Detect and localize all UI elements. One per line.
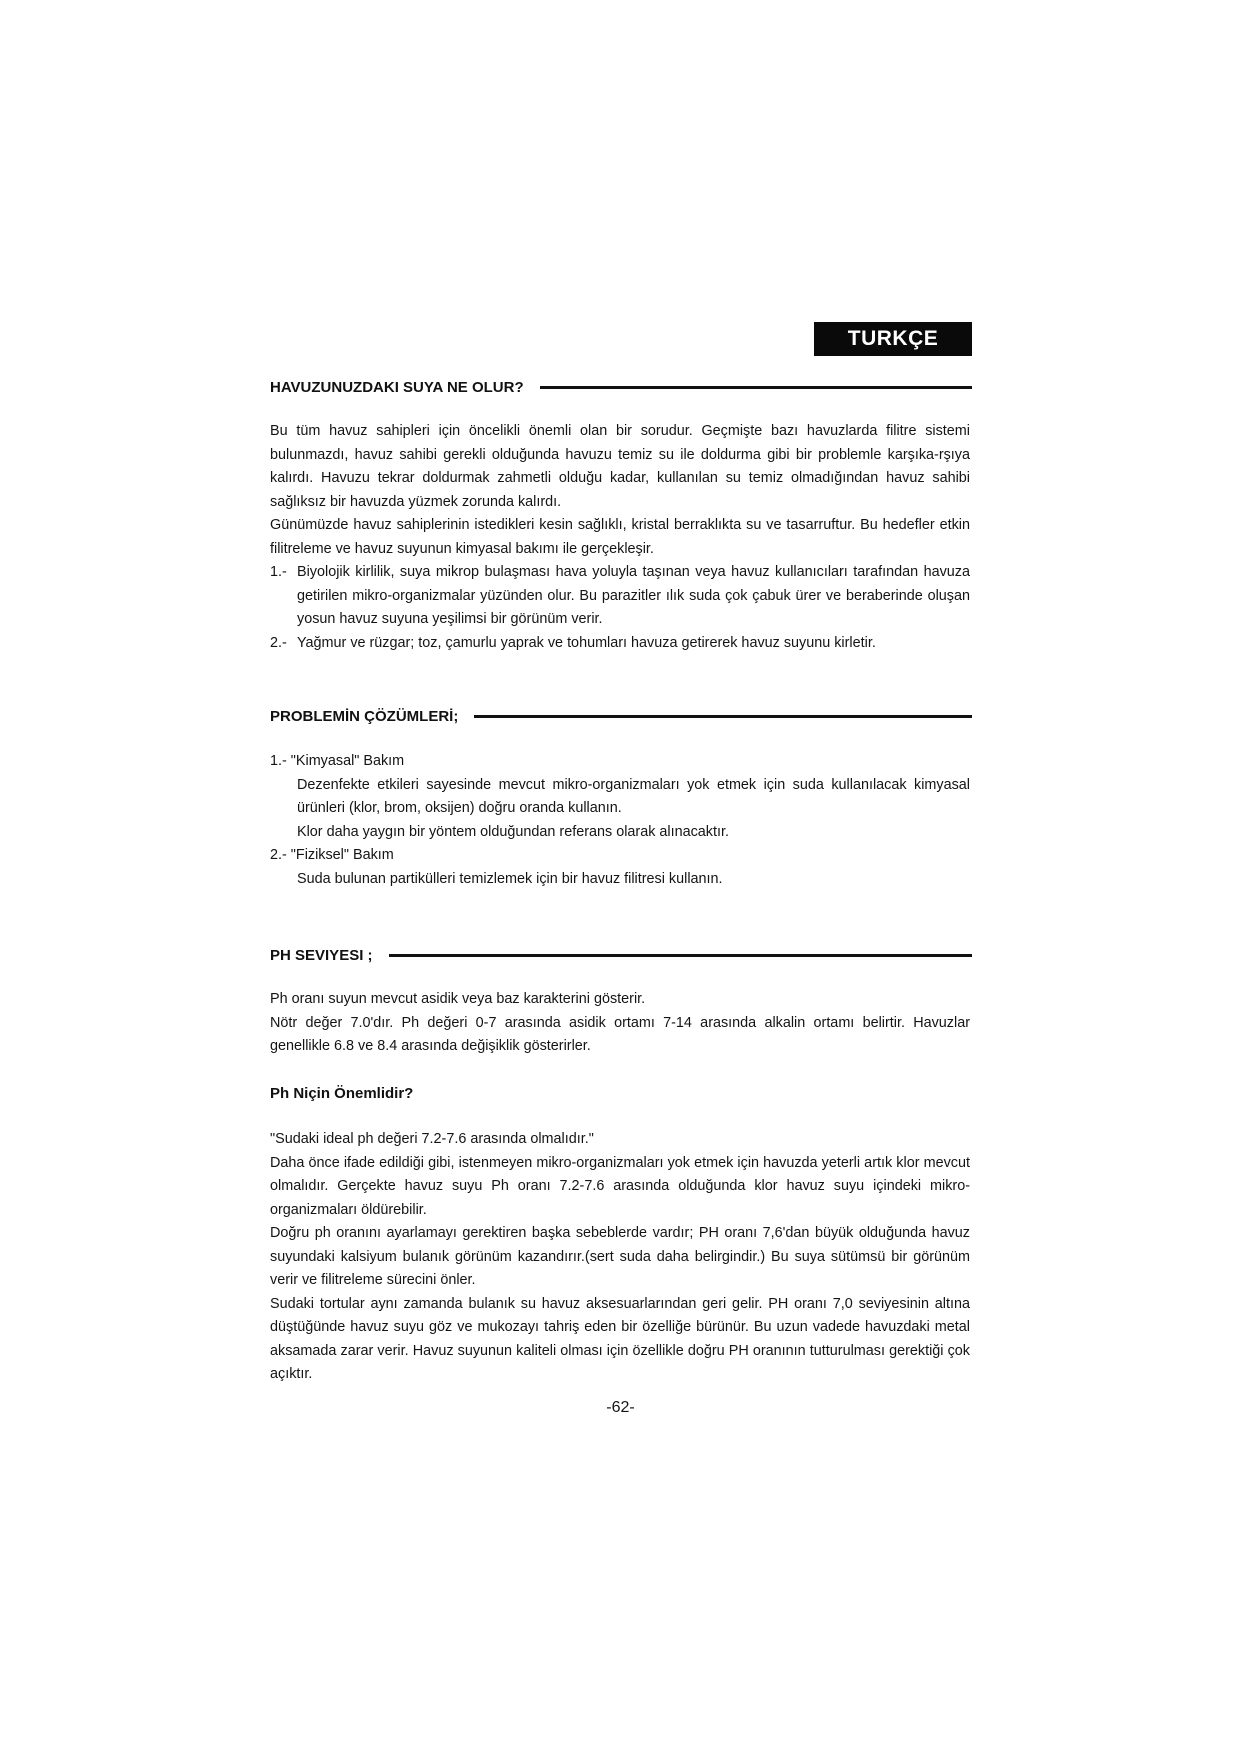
list-title: 1.- "Kimyasal" Bakım [270, 753, 405, 769]
paragraph: Klor daha yaygın bir yöntem olduğundan referans olarak alınacaktır. [297, 823, 729, 840]
section-body-solutions [270, 750, 970, 891]
section-heading-solutions [270, 704, 972, 728]
section-heading-text: PROBLEMİN ÇÖZÜMLERİ; [270, 707, 459, 725]
list-item [270, 632, 970, 656]
paragraph: Nötr değer 7.0'dır. Ph değeri 0-7 arasında asidik ortamı 7-14 arasında alkalin ortamı belirtir. Havuzlar genellikle 6.8 ve 8.4 arasında değişiklik gösterirler. [270, 1014, 970, 1054]
section-heading-text: HAVUZUNUZDAKI SUYA NE OLUR? [270, 378, 524, 396]
list-item [270, 561, 970, 632]
section-heading-ph-level [270, 943, 972, 967]
paragraph: Sudaki tortular aynı zamanda bulanık su havuz aksesuarlarından geri gelir. PH oranı 7,0 seviyesinin altına düştüğünde havuz suyu göz ve mukozayı tahriş eden bir özelliğe bürünür. Bu uzun vadede havuzdaki metal aksamada zarar verir. Havuz suyunun kaliteli olması için özellikle doğru PH oranının tutturulması gerektiği çok açıktır. [270, 1295, 970, 1382]
paragraph: Daha önce ifade edildiği gibi, istenmeyen mikro-organizmaları yok etmek için havuzda yeterli artık klor mevcut olmalıdır. Gerçekte havuz suyu Ph oranı 7.2-7.6 arasında olduğunda klor havuz suyu içindeki mikro-organizmaları öldürebilir. [270, 1154, 970, 1218]
section-body-why-ph [270, 1128, 970, 1387]
heading-divider [540, 386, 972, 389]
list-text: Biyolojik kirlilik, suya mikrop bulaşması hava yoluyla taşınan veya havuz kullanıcıları tarafından havuza getirilen mikro-organizmalar yüzünden olur. Bu parazitler ılık suda çok çabuk ürer ve beraberinde oluşan yosun havuz suyuna yeşilimsi bir görünüm verir. [297, 564, 970, 627]
paragraph: Bu tüm havuz sahipleri için öncelikli önemli olan bir sorudur. Geçmişte bazı havuzlarda filitre sistemi bulunmazdı, havuz sahibi gerekli olduğunda havuzu temiz su ile doldurma gibi bir problemle karşıka-rşıya kalırdı. Havuzu tekrar doldurmak zahmetli olduğu kadar, kullanılan su temiz olmadığından havuz sahibi sağlıksız bir havuzda yüzmek zorunda kalırdı. [270, 423, 970, 510]
page-number: -62- [606, 1399, 635, 1416]
section-heading-water [270, 375, 972, 399]
heading-divider [389, 954, 972, 957]
paragraph: Ph oranı suyun mevcut asidik veya baz karakterini gösterir. [270, 991, 646, 1007]
paragraph: "Sudaki ideal ph değeri 7.2-7.6 arasında olmalıdır." [270, 1131, 594, 1147]
list-text: Yağmur ve rüzgar; toz, çamurlu yaprak ve tohumları havuza getirerek havuz suyunu kirletir. [297, 634, 876, 651]
subheading-why-ph: Ph Niçin Önemlidir? [270, 1085, 414, 1102]
section-body-water [270, 420, 970, 655]
language-badge: TURKÇE [814, 322, 972, 356]
heading-divider [474, 715, 972, 718]
paragraph: Doğru ph oranını ayarlamayı gerektiren başka sebeblerde vardır; PH oranı 7,6'dan büyük olduğunda havuz suyundaki kalsiyum bulanık görünüm kazandırır.(sert suda daha belirgindir.) Bu suya sütümsü bir görünüm verir ve filitreleme sürecini önler. [270, 1225, 970, 1288]
section-heading-text: PH SEVIYESI ; [270, 946, 373, 964]
paragraph: Suda bulunan partikülleri temizlemek için bir havuz filitresi kullanın. [297, 870, 723, 887]
list-number: 2.- [270, 634, 287, 651]
paragraph: Günümüzde havuz sahiplerinin istedikleri kesin sağlıklı, kristal berraklıkta su ve tasarruftur. Bu hedefler etkin filitreleme ve havuz suyunun kimyasal bakımı ile gerçekleşir. [270, 517, 970, 557]
list-title: 2.- "Fiziksel" Bakım [270, 847, 394, 863]
section-body-ph-level [270, 988, 970, 1059]
paragraph: Dezenfekte etkileri sayesinde mevcut mikro-organizmaları yok etmek için suda kullanılacak kimyasal ürünleri (klor, brom, oksijen) doğru oranda kullanın. [297, 776, 970, 816]
list-number: 1.- [270, 564, 287, 580]
